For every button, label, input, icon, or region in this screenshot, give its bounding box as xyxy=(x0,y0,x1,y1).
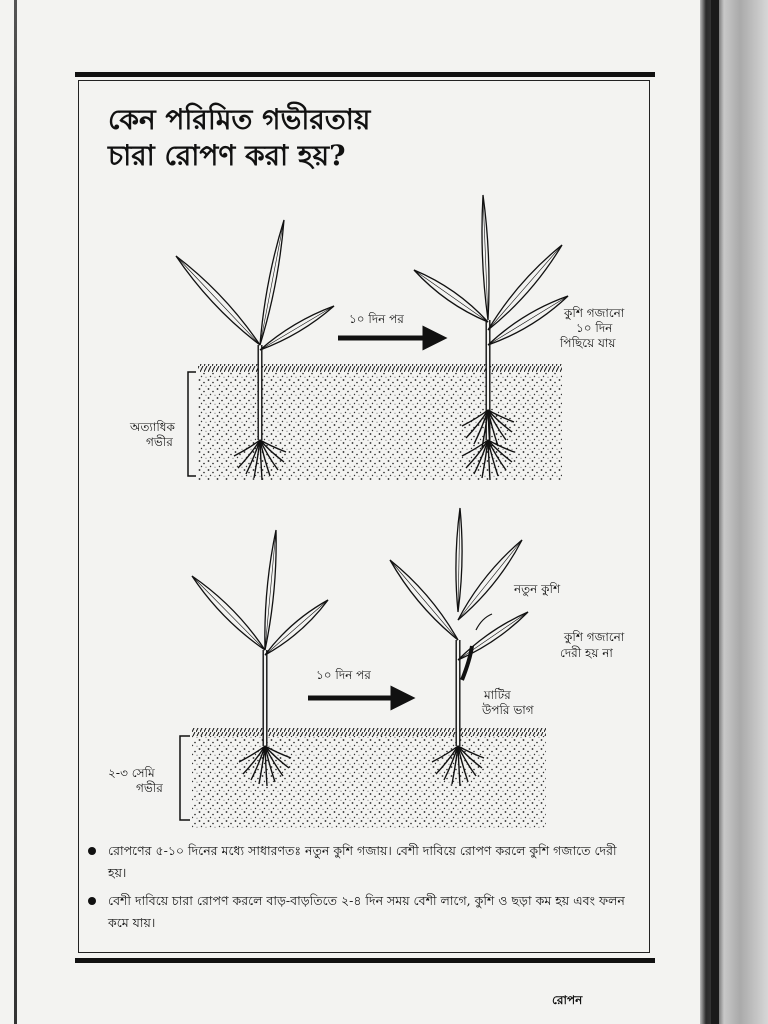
title-line-1: কেন পরিমিত গভীরতায় xyxy=(108,103,371,136)
bottom-rule xyxy=(75,958,655,963)
shallow-depth-label-line-1: ২-৩ সেমি xyxy=(108,766,155,780)
arrow-label-top: ১০ দিন পর xyxy=(349,312,404,326)
above-soil-label-line-1: মাটির xyxy=(484,688,511,702)
top-note-line-1: কুশি গজানো xyxy=(564,306,625,320)
seedling-deep-day0-leaf-midrib xyxy=(176,256,260,345)
seedling-deep-day0-leaf-midrib xyxy=(260,306,334,350)
soil-block-shallow xyxy=(192,728,546,828)
seedling-deep-day10-leaf-midrib xyxy=(414,270,488,322)
seedling-shallow-day10-leaf-midrib xyxy=(458,612,528,660)
shallow-depth-label-line-2: গভীর xyxy=(136,781,163,795)
top-note-line-2: ১০ দিন xyxy=(576,321,613,335)
new-tiller-label: নতুন কুশি xyxy=(514,582,561,596)
soil-block-deep xyxy=(198,364,562,480)
bottom-note-line-1: কুশি গজানো xyxy=(564,630,625,644)
note-item: রোপণের ৫-১০ দিনের মধ্যে সাধারণতঃ নতুন কুশি গজায়। বেশী দাবিয়ে রোপণ করলে কুশি গজাতে দেরী হয়। xyxy=(88,840,638,884)
seedling-shallow-day10-leaf-midrib xyxy=(458,540,522,620)
seedling-shallow-day10-leaf-midrib xyxy=(390,560,458,640)
depth-bracket-deep xyxy=(188,372,196,476)
deep-depth-label-line-2: গভীর xyxy=(146,435,173,449)
notes-list xyxy=(88,840,638,940)
depth-bracket-shallow xyxy=(180,736,190,820)
seedling-shallow-day0-leaf-midrib xyxy=(265,600,328,655)
seedling-deep-day0-leaf-midrib xyxy=(260,220,284,345)
note-item: বেশী দাবিয়ে চারা রোপণ করলে বাড়-বাড়তিতে ২-৪ দিন সময় বেশী লাগে, কুশি ও ছড়া কম হয় এবং ফলন কমে যায়। xyxy=(88,890,638,934)
new-tiller-pointer xyxy=(476,614,492,630)
seedling-shallow-day0-leaf-midrib xyxy=(192,576,265,650)
top-note-line-3: পিছিয়ে যায় xyxy=(560,336,616,350)
deep-depth-label-line-1: অত্যাধিক xyxy=(130,420,175,434)
arrow-label-bottom: ১০ দিন পর xyxy=(316,668,371,682)
above-soil-label-line-2: উপরি ভাগ xyxy=(482,703,534,717)
page-footer-label: রোপন xyxy=(552,993,583,1007)
title-line-2: চারা রোপণ করা হয়? xyxy=(108,139,346,172)
bottom-note-line-2: দেরী হয় না xyxy=(560,646,613,660)
